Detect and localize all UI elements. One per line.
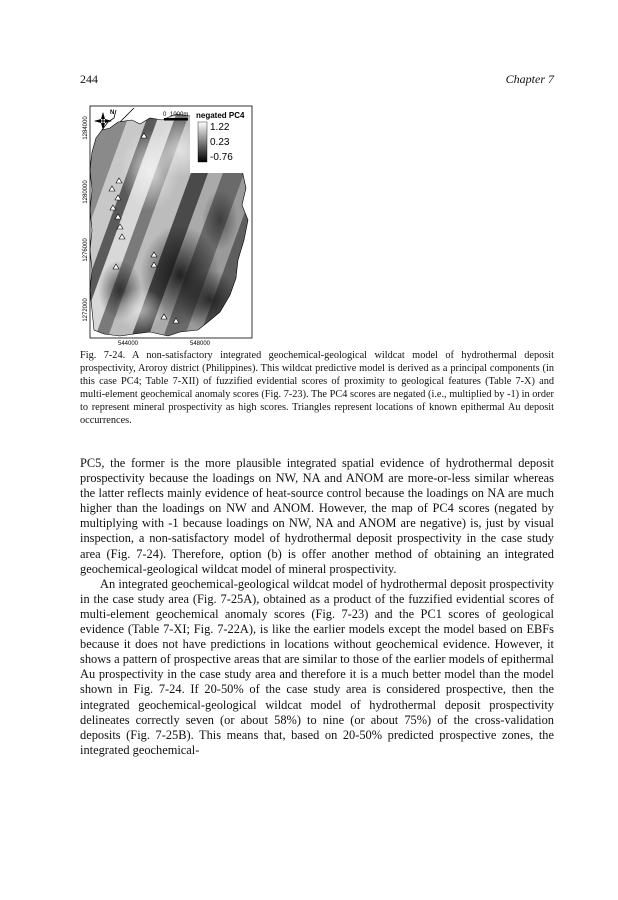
caption-text: Fig. 7-24. A non-satisfactory integrated geochemical-geological wildcat model of hydrothermal deposit prospectivity, Aroroy district (Philippines). This wildcat predictive model is derived as a principal components (in this case PC4; Table 7-XII) of fuzzified evidential scores of proximity to geological features (Table 7-X) and multi-element geochemical anomaly scores (Fig. 7-23). The PC4 scores are negated (i.e., multiplied by -1) in order to represent mineral prospectivity as high scores. Triangles represent locations of known epithermal Au deposit occurrences. [80,350,554,427]
x-tick-label: 548000 [189,341,211,347]
legend-title: negated PC4 [196,111,245,120]
page-number: 244 [80,72,98,86]
scale-zero: 0 [163,112,167,118]
legend-value-low: -0.76 [210,152,233,163]
chapter-title: Chapter 7 [505,72,554,86]
scale-label: 1000m [170,112,189,118]
figure-7-24 [80,100,255,348]
figure-caption [80,349,554,428]
paragraph: PC5, the former is the more plausible integrated spatial evidence of hydrothermal deposit prospectivity because the loadings on NW, NA and ANOM are more-or-less similar whereas the latter reflects mainly evidence of heat-source control because the loadings on NA are much higher than the loadings on NW and ANOM. However, the map of PC4 scores (negated by multiplying with -1 because loadings on NW, NA and ANOM are negative) is, just by visual inspection, a non-satisfactory model of hydrothermal deposit prospectivity in the case study area (Fig. 7-24). Therefore, option (b) is offer another method of obtaining an integrated geochemical-geological wildcat model of mineral prospectivity. [80,456,554,576]
legend-value-mid: 0.23 [210,137,230,148]
scale-bar [164,118,188,121]
y-tick-label: 1280000 [83,180,89,204]
y-tick-label: 1272000 [83,298,89,322]
prospectivity-map [80,100,255,348]
y-tick-label: 1276000 [83,238,89,262]
legend-value-high: 1.22 [210,122,230,133]
legend-colorbar [198,122,207,162]
x-tick-label: 544000 [117,341,139,347]
paragraph: An integrated geochemical-geological wildcat model of hydrothermal deposit prospectivity in the case study area (Fig. 7-25A), obtained as a product of the fuzzified evidential scores of multi-element geochemical anomaly scores (Fig. 7-23) and the PC1 scores of geological evidence (Table 7-XI; Fig. 7-22A), is like the earlier models except the model based on EBFs because it does not have predictions in locations without geochemical evidence. However, it shows a pattern of prospective areas that are similar to those of the earlier models of epithermal Au prospectivity in the case study area and therefore it is a much better model than the model shown in Fig. 7-24. If 20-50% of the case study area is considered prospective, then the integrated geochemical-geological wildcat model of hydrothermal deposit prospectivity delineates correctly seven (or about 58%) to nine (or about 75%) of the cross-validation deposits (Fig. 7-25B). This means that, based on 20-50% predicted prospective zones, the integrated geochemical- [80,576,554,757]
north-label: N [110,110,115,116]
body-text [80,456,554,758]
y-tick-label: 1284000 [83,116,89,140]
